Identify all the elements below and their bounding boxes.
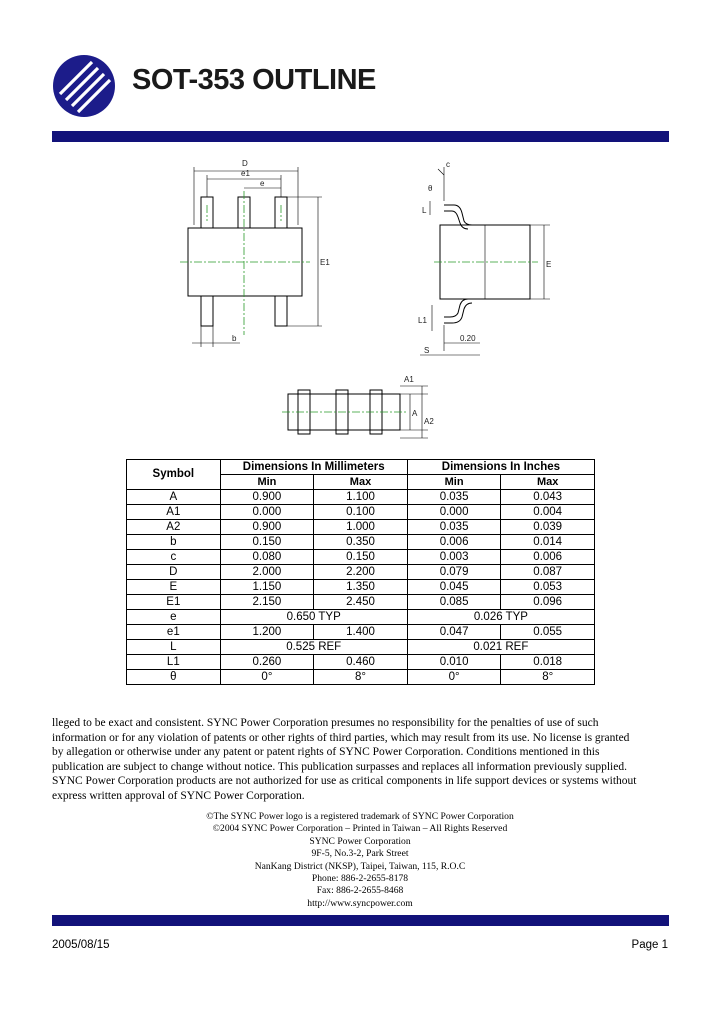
symbol-cell: L [127,640,221,655]
contact-block [180,811,540,910]
copyright-notice: ©2004 SYNC Power Corporation – Printed in Taiwan – All Rights Reserved [212,823,508,835]
table-row [127,655,595,670]
in-max-cell: 0.087 [501,565,595,580]
mm-min-cell: 0.150 [220,535,314,550]
in-max-cell: 0.018 [501,655,595,670]
mm-min-cell: 2.000 [220,565,314,580]
in-max-cell: 0.043 [501,490,595,505]
table-row [127,520,595,535]
symbol-cell: D [127,565,221,580]
in-max-cell: 0.004 [501,505,595,520]
in-min-cell: 0.000 [407,505,501,520]
mm-min-cell: 2.150 [220,595,314,610]
mm-min-cell: 0.260 [220,655,314,670]
label-L: L [422,206,427,215]
dimension-table-body [127,490,595,685]
mm-max-cell: 8° [314,670,408,685]
in-min-cell: 0.085 [407,595,501,610]
disclaimer-line: information or for any violation of patents or other rights of third parties, which may result from its use. No license is granted [52,731,630,744]
symbol-cell: θ [127,670,221,685]
label-c: c [446,160,450,169]
dimension-table [126,459,595,685]
in-max-cell: 8° [501,670,595,685]
mm-max-header: Max [314,475,408,490]
label-b: b [232,334,237,343]
mm-span-cell: 0.650 TYP [220,610,407,625]
symbol-cell: A [127,490,221,505]
in-max-cell: 0.096 [501,595,595,610]
mm-max-cell: 1.400 [314,625,408,640]
mm-max-cell: 1.100 [314,490,408,505]
table-row [127,670,595,685]
symbol-cell: L1 [127,655,221,670]
mm-max-cell: 0.460 [314,655,408,670]
table-row [127,640,595,655]
table-row [127,580,595,595]
in-max-cell: 0.039 [501,520,595,535]
mm-max-cell: 2.450 [314,595,408,610]
disclaimer-line: publication are subject to change without notice. This publication surpasses and replaces all information previously supplied. [52,760,627,773]
address-line-1: 9F-5, No.3-2, Park Street [311,848,409,860]
symbol-header: Symbol [127,460,221,490]
symbol-cell: E1 [127,595,221,610]
side-view-drawing [410,155,560,365]
table-row [127,610,595,625]
symbol-cell: e1 [127,625,221,640]
mm-max-cell: 1.000 [314,520,408,535]
in-span-cell: 0.026 TYP [407,610,594,625]
in-min-cell: 0.079 [407,565,501,580]
label-e1: e1 [241,169,250,178]
in-min-cell: 0.010 [407,655,501,670]
table-row [127,490,595,505]
table-row [127,550,595,565]
in-min-cell: 0.035 [407,490,501,505]
footer-date: 2005/08/15 [52,939,110,951]
symbol-cell: A2 [127,520,221,535]
in-min-cell: 0.047 [407,625,501,640]
label-A: A [412,409,418,418]
symbol-cell: E [127,580,221,595]
footer-page-number: Page 1 [631,939,668,951]
company-name: SYNC Power Corporation [309,835,411,847]
table-row [127,535,595,550]
in-max-header: Max [501,475,595,490]
mm-min-cell: 0.000 [220,505,314,520]
label-theta: θ [428,184,433,193]
in-max-cell: 0.006 [501,550,595,565]
in-min-header: Min [407,475,501,490]
label-E: E [546,260,552,269]
symbol-cell: e [127,610,221,625]
address-line-2: NanKang District (NKSP), Taipei, Taiwan, 115, R.O.C [254,860,466,872]
mm-span-cell: 0.525 REF [220,640,407,655]
mm-max-cell: 1.350 [314,580,408,595]
in-min-cell: 0.035 [407,520,501,535]
symbol-cell: c [127,550,221,565]
disclaimer-line: by allegation or otherwise under any patent or patent rights of SYNC Power Corporation. Conditions mentioned in this [52,746,600,759]
website-link[interactable]: http://www.syncpower.com [307,897,413,909]
disclaimer-line: express written approval of SYNC Power Corporation. [52,789,305,802]
mm-min-header: Min [220,475,314,490]
label-S: S [424,346,430,355]
in-max-cell: 0.014 [501,535,595,550]
sync-power-logo-icon [52,54,116,118]
label-A2: A2 [424,417,434,426]
inch-header: Dimensions In Inches [407,460,594,475]
mm-max-cell: 2.200 [314,565,408,580]
top-view-drawing [180,155,330,355]
disclaimer-line: lleged to be exact and consistent. SYNC Power Corporation presumes no responsibility for the penalties of use of such [52,717,599,729]
table-row [127,625,595,640]
in-max-cell: 0.053 [501,580,595,595]
mm-min-cell: 0.900 [220,520,314,535]
symbol-cell: A1 [127,505,221,520]
mm-min-cell: 0.900 [220,490,314,505]
in-max-cell: 0.055 [501,625,595,640]
label-gauge: 0.20 [460,334,476,343]
mm-max-cell: 0.350 [314,535,408,550]
mm-min-cell: 1.150 [220,580,314,595]
in-min-cell: 0.003 [407,550,501,565]
table-row [127,505,595,520]
phone-number: Phone: 886-2-2655-8178 [311,873,409,885]
in-span-cell: 0.021 REF [407,640,594,655]
label-E1: E1 [320,258,330,267]
footer-divider-bar [52,915,669,926]
header-divider-bar [52,131,669,142]
disclaimer-text [52,716,669,804]
label-A1: A1 [404,375,414,384]
in-min-cell: 0.006 [407,535,501,550]
mm-min-cell: 1.200 [220,625,314,640]
label-e: e [260,179,265,188]
symbol-cell: b [127,535,221,550]
mm-max-cell: 0.100 [314,505,408,520]
mm-min-cell: 0° [220,670,314,685]
in-min-cell: 0° [407,670,501,685]
table-row [127,565,595,580]
mm-header: Dimensions In Millimeters [220,460,407,475]
label-L1: L1 [418,316,427,325]
end-view-drawing [278,372,438,454]
disclaimer-line: SYNC Power Corporation products are not authorized for use as critical components in life support devices or systems without [52,775,637,788]
fax-number: Fax: 886-2-2655-8468 [316,885,404,897]
label-D: D [242,159,248,168]
mm-max-cell: 0.150 [314,550,408,565]
mm-min-cell: 0.080 [220,550,314,565]
table-row [127,595,595,610]
trademark-notice: ©The SYNC Power logo is a registered trademark of SYNC Power Corporation [206,811,514,822]
in-min-cell: 0.045 [407,580,501,595]
page-title: SOT-353 OUTLINE [132,64,376,96]
